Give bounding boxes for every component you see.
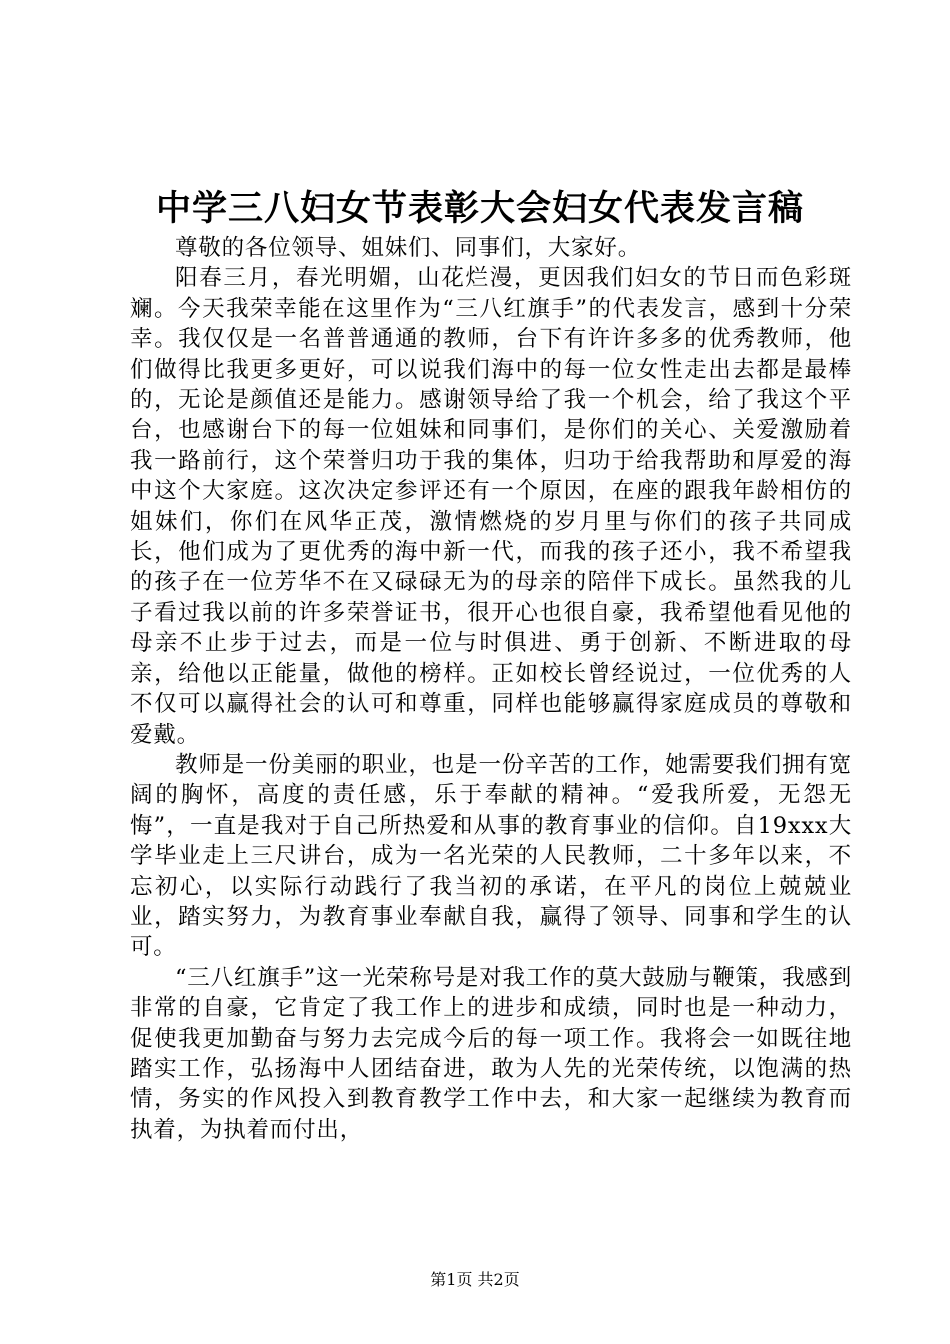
page-number-footer: 第1页 共2页 xyxy=(430,1270,520,1289)
document-title: 中学三八妇女节表彰大会妇女代表发言稿 xyxy=(155,188,804,229)
body-paragraph: “三八红旗手”这一光荣称号是对我工作的莫大鼓励与鞭策，我感到非常的自豪，它肯定了我工作上的进步和成绩，同时也是一种动力，促使我更加勤奋与努力去完成今后的每一项工作。我将会一如既往地踏实工作，弘扬海中人团结奋进，敢为人先的光荣传统，以饱满的热情，务实的作风投入到教育教学工作中去，和大家一起继续为教育而执着，为执着而付出， xyxy=(130,964,853,1143)
body-paragraph: 教师是一份美丽的职业，也是一份辛苦的工作，她需要我们拥有宽阔的胸怀，高度的责任感，乐于奉献的精神。“爱我所爱，无怨无悔”，一直是我对于自己所热爱和从事的教育事业的信仰。自19xxx大学毕业走上三尺讲台，成为一名光荣的人民教师，二十多年以来，不忘初心，以实际行动践行了我当初的承诺，在平凡的岗位上兢兢业业，踏实努力，为教育事业奉献自我，赢得了领导、同事和学生的认可。 xyxy=(130,751,852,961)
greeting-paragraph: 尊敬的各位领导、姐妹们、同事们，大家好。 xyxy=(175,235,642,261)
document-body xyxy=(130,233,852,1145)
body-paragraph: 阳春三月，春光明媚，山花烂漫，更因我们妇女的节日而色彩斑斓。今天我荣幸能在这里作为“三八红旗手”的代表发言，感到十分荣幸。我仅仅是一名普普通通的教师，台下有许许多多的优秀教师，他们做得比我更多更好，可以说我们海中的每一位女性走出去都是最棒的，无论是颜值还是能力。感谢领导给了我一个机会，给了我这个平台，也感谢台下的每一位姐妹和同事们，是你们的关心、关爱激励着我一路前行，这个荣誉归功于我的集体，归功于给我帮助和厚爱的海中这个大家庭。这次决定参评还有一个原因，在座的跟我年龄相仿的姐妹们，你们在风华正茂，激情燃烧的岁月里与你们的孩子共同成长，他们成为了更优秀的海中新一代，而我的孩子还小，我不希望我的孩子在一位芳华不在又碌碌无为的母亲的陪伴下成长。虽然我的儿子看过我以前的许多荣誉证书，很开心也很自豪，我希望他看见他的母亲不止步于过去，而是一位与时俱进、勇于创新、不断进取的母亲，给他以正能量，做他的榜样。正如校长曾经说过，一位优秀的人不仅可以赢得社会的认可和尊重，同样也能够赢得家庭成员的尊敬和爱戴。 xyxy=(130,265,852,748)
